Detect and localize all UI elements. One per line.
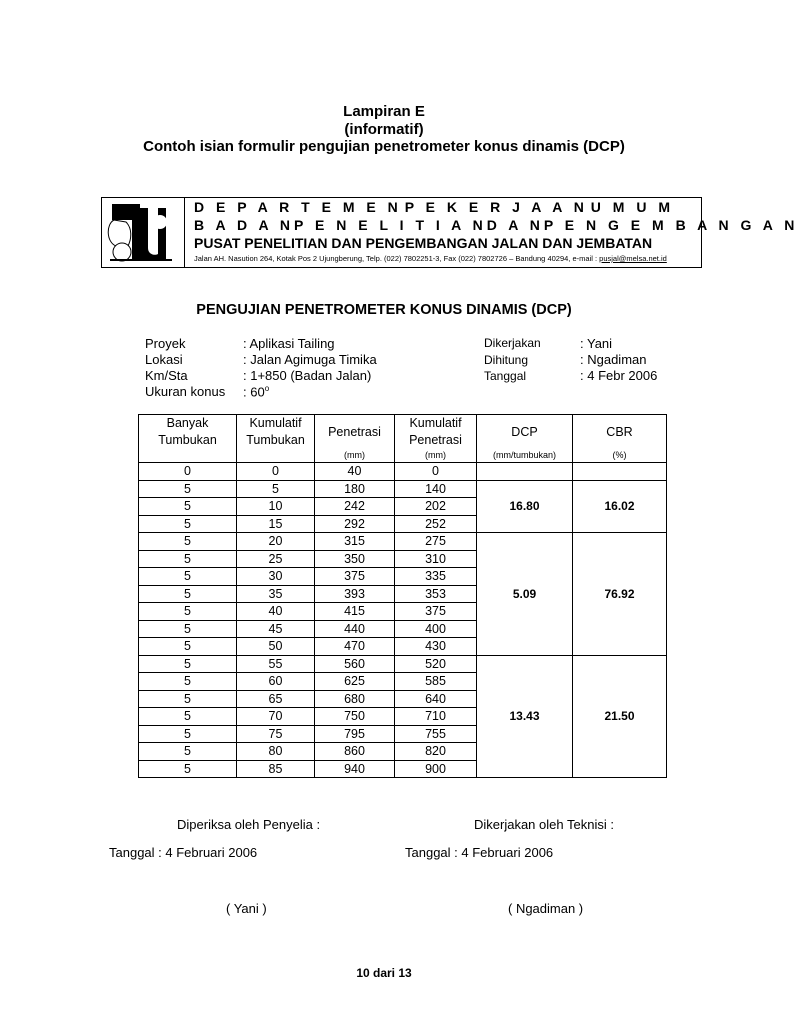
document-title: Contoh isian formulir pengujian penetrometer konus dinamis (DCP) (143, 138, 625, 155)
done-by-name: ( Ngadiman ) (508, 901, 584, 916)
lokasi-value: : Jalan Agimuga Timika (243, 352, 377, 367)
segment-cbr-value: 16.02 (573, 480, 667, 533)
letterhead-word: D E P A R T E M E N (194, 199, 402, 215)
unit-cbr: (%) (573, 449, 667, 463)
unit-dcp: (mm/tumbukan) (477, 449, 573, 463)
segment-cbr-value: 76.92 (573, 533, 667, 656)
cell-penetrasi: 560 (315, 655, 395, 673)
kmsta-value: : 1+850 (Badan Jalan) (243, 368, 372, 383)
cell-banyak: 5 (139, 690, 237, 708)
dikerjakan-label: Dikerjakan (484, 336, 541, 350)
cell-kumulatif-penetrasi: 400 (395, 620, 477, 638)
proyek-label: Proyek (145, 336, 186, 351)
header-penetrasi: Penetrasi (315, 415, 395, 450)
dihitung-label: Dihitung (484, 353, 529, 367)
letterhead-address (194, 254, 667, 263)
cell-kumulatif-tumbukan: 20 (237, 533, 315, 551)
header-banyak-tumbukan: Banyak Tumbukan (139, 415, 237, 450)
dikerjakan-value: : Yani (580, 336, 613, 351)
cell-kumulatif-tumbukan: 0 (237, 463, 315, 481)
cell-kumulatif-tumbukan: 75 (237, 725, 315, 743)
konus-value: : 60$^o$ (243, 384, 270, 400)
cell-penetrasi: 415 (315, 603, 395, 621)
cell-banyak: 0 (139, 463, 237, 481)
address-text: Jalan AH. Nasution 264, Kotak Pos 2 Ujungberung, Telp. (022) 7802251-3, Fax (022) 7802726 – Bandung 40294, e-mail : (194, 254, 598, 263)
cell-kumulatif-tumbukan: 85 (237, 760, 315, 778)
lokasi-label: Lokasi (145, 352, 183, 367)
informative-label: (informatif) (344, 121, 424, 138)
checked-by-name: ( Yani ) (226, 901, 267, 916)
cell-kumulatif-penetrasi: 335 (395, 568, 477, 586)
cell-penetrasi: 470 (315, 638, 395, 656)
cell-kumulatif-penetrasi: 430 (395, 638, 477, 656)
page-number: 10 dari 13 (356, 966, 412, 980)
cell-banyak: 5 (139, 760, 237, 778)
cell-kumulatif-penetrasi: 310 (395, 550, 477, 568)
cell-banyak: 5 (139, 673, 237, 691)
cell-kumulatif-tumbukan: 30 (237, 568, 315, 586)
cell-kumulatif-penetrasi: 375 (395, 603, 477, 621)
cell-penetrasi: 440 (315, 620, 395, 638)
letterhead-word: U M U M (590, 199, 674, 215)
cell-kumulatif-penetrasi: 755 (395, 725, 477, 743)
cell-penetrasi: 40 (315, 463, 395, 481)
checked-by-label: Diperiksa oleh Penyelia : (177, 817, 321, 832)
cell-kumulatif-penetrasi: 202 (395, 498, 477, 516)
cell-penetrasi: 350 (315, 550, 395, 568)
header-kumulatif-penetrasi: Kumulatif Penetrasi (395, 415, 477, 450)
cell-banyak: 5 (139, 550, 237, 568)
cell-kumulatif-penetrasi: 140 (395, 480, 477, 498)
segment-cbr-value: 21.50 (573, 655, 667, 778)
cell-kumulatif-tumbukan: 60 (237, 673, 315, 691)
cell-kumulatif-penetrasi: 252 (395, 515, 477, 533)
done-by-label: Dikerjakan oleh Teknisi : (474, 817, 614, 832)
cell-kumulatif-penetrasi: 820 (395, 743, 477, 761)
cell-banyak: 5 (139, 743, 237, 761)
cell-penetrasi: 680 (315, 690, 395, 708)
email-link[interactable]: pusjal@melsa.net.id (599, 254, 667, 263)
cell-penetrasi: 860 (315, 743, 395, 761)
cell-kumulatif-tumbukan: 55 (237, 655, 315, 673)
checked-date: Tanggal : 4 Februari 2006 (109, 845, 258, 860)
dcp-table (138, 414, 667, 778)
cell-banyak: 5 (139, 533, 237, 551)
kmsta-label: Km/Sta (145, 368, 188, 383)
unit-empty (237, 449, 315, 463)
cell-kumulatif-tumbukan: 70 (237, 708, 315, 726)
segment-dcp-value: 5.09 (477, 533, 573, 656)
cell-penetrasi: 292 (315, 515, 395, 533)
letterhead-center: PUSAT PENELITIAN DAN PENGEMBANGAN JALAN DAN JEMBATAN (194, 235, 653, 251)
cell-kumulatif-tumbukan: 35 (237, 585, 315, 603)
letterhead (101, 197, 798, 268)
cell-kumulatif-tumbukan: 65 (237, 690, 315, 708)
table-row (139, 480, 667, 498)
segment-dcp-value: 16.80 (477, 480, 573, 533)
cell-kumulatif-tumbukan: 40 (237, 603, 315, 621)
table-row (139, 655, 667, 673)
cell-penetrasi: 315 (315, 533, 395, 551)
cell-penetrasi: 375 (315, 568, 395, 586)
cell-kumulatif-tumbukan: 50 (237, 638, 315, 656)
done-date: Tanggal : 4 Februari 2006 (405, 845, 554, 860)
table-row (139, 463, 667, 481)
dihitung-value: : Ngadiman (580, 352, 647, 367)
cell-penetrasi: 795 (315, 725, 395, 743)
segment-dcp-value: 13.43 (477, 655, 573, 778)
cell-banyak: 5 (139, 585, 237, 603)
cell-banyak: 5 (139, 515, 237, 533)
letterhead-word: P E K E R J A A N (404, 199, 588, 215)
cell-kumulatif-penetrasi: 520 (395, 655, 477, 673)
unit-penetrasi: (mm) (315, 449, 395, 463)
appendix-label: Lampiran E (343, 103, 425, 120)
pu-logo-icon (102, 198, 184, 267)
unit-empty (139, 449, 237, 463)
header-cbr: CBR (573, 415, 667, 450)
letterhead-agency (194, 217, 798, 233)
letterhead-department (194, 199, 674, 215)
unit-kumulatif-penetrasi: (mm) (395, 449, 477, 463)
cell-penetrasi: 393 (315, 585, 395, 603)
cell-kumulatif-tumbukan: 15 (237, 515, 315, 533)
cell-banyak: 5 (139, 620, 237, 638)
cell-banyak: 5 (139, 568, 237, 586)
logo (102, 198, 185, 267)
cell-banyak: 5 (139, 708, 237, 726)
tanggal-label: Tanggal (484, 369, 527, 383)
cell-kumulatif-tumbukan: 45 (237, 620, 315, 638)
cell-kumulatif-penetrasi: 710 (395, 708, 477, 726)
letterhead-word: P E N G E M B A N G A N (543, 217, 798, 233)
konus-label: Ukuran konus (145, 384, 226, 399)
cell-kumulatif-penetrasi: 353 (395, 585, 477, 603)
cell-kumulatif-penetrasi: 900 (395, 760, 477, 778)
cell-kumulatif-tumbukan: 5 (237, 480, 315, 498)
cell-banyak: 5 (139, 638, 237, 656)
cell-penetrasi: 750 (315, 708, 395, 726)
cell-banyak: 5 (139, 498, 237, 516)
cell-banyak: 5 (139, 480, 237, 498)
cell-kumulatif-penetrasi: 275 (395, 533, 477, 551)
cell-kumulatif-penetrasi: 640 (395, 690, 477, 708)
header-kumulatif-tumbukan: Kumulatif Tumbukan (237, 415, 315, 450)
cell-penetrasi: 625 (315, 673, 395, 691)
cell-banyak: 5 (139, 655, 237, 673)
cell-kumulatif-penetrasi: 0 (395, 463, 477, 481)
table-row (139, 533, 667, 551)
cell-banyak: 5 (139, 603, 237, 621)
letterhead-word: P E N E L I T I A N (294, 217, 487, 233)
cell-kumulatif-tumbukan: 25 (237, 550, 315, 568)
proyek-value: : Aplikasi Tailing (243, 336, 335, 351)
test-title: PENGUJIAN PENETROMETER KONUS DINAMIS (DCP) (196, 302, 572, 318)
cell-dcp-empty (477, 463, 573, 481)
cell-banyak: 5 (139, 725, 237, 743)
cell-kumulatif-tumbukan: 10 (237, 498, 315, 516)
header-dcp: DCP (477, 415, 573, 450)
letterhead-word: B A D A N (194, 217, 295, 233)
tanggal-value: : 4 Febr 2006 (580, 368, 658, 383)
cell-kumulatif-penetrasi: 585 (395, 673, 477, 691)
letterhead-word: D A N (486, 217, 544, 233)
cell-penetrasi: 940 (315, 760, 395, 778)
cell-penetrasi: 242 (315, 498, 395, 516)
cell-kumulatif-tumbukan: 80 (237, 743, 315, 761)
cell-cbr-empty (573, 463, 667, 481)
cell-penetrasi: 180 (315, 480, 395, 498)
